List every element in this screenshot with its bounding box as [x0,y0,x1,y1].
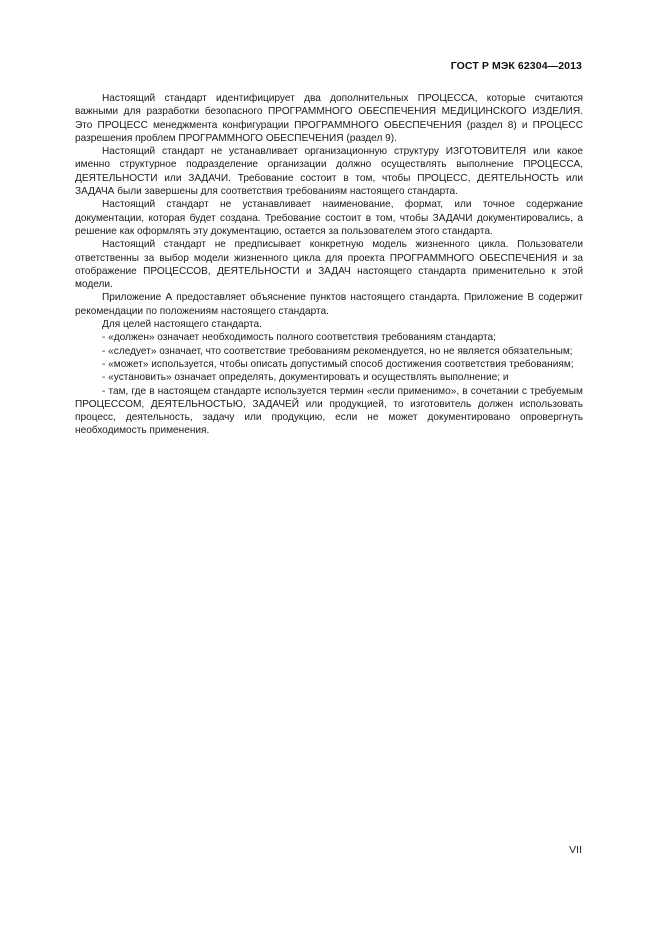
list-item-should: - «следует» означает, что соответствие требованиям рекомендуется, но не является обязательным; [102,345,573,357]
list-item-establish: - «установить» означает определять, документировать и осуществлять выполнение; и [102,372,509,384]
paragraph-additional-processes: Настоящий стандарт идентифицирует два дополнительных ПРОЦЕССА, которые считаются важными для разработки безопасного ПРОГРАММНОГО ОБЕСПЕЧЕНИЯ МЕДИЦИНСКОГО ИЗДЕЛИЯ. Это ПРОЦЕСС менеджмента конфигурации ПРОГРАММНОГО ОБЕСПЕЧЕНИЯ (раздел 8) и ПРОЦЕСС разрешения проблем ПРОГРАММНОГО ОБЕСПЕЧЕНИЯ (раздел 9). [75,93,583,144]
page-number: VII [569,844,582,856]
paragraph-documentation: Настоящий стандарт не устанавливает наименование, формат, или точное содержание документации, которая будет создана. Требование состоит в том, чтобы ЗАДАЧИ документировались, а решение как оформлять эту документацию, остается за пользователем этого стандарта. [75,199,583,237]
list-item-shall: - «должен» означает необходимость полного соответствия требованиям стандарта; [102,332,496,344]
document-body [75,92,583,438]
list-item-may: - «может» используется, чтобы описать допустимый способ достижения соответствия требованиям; [102,358,574,370]
paragraph-definitions-intro: Для целей настоящего стандарта. [102,319,262,331]
paragraph-annexes: Приложение А предоставляет объяснение пунктов настоящего стандарта. Приложение В содержит рекомендации по положениям настоящего стандарта. [75,292,583,317]
document-header: ГОСТ Р МЭК 62304—2013 [450,60,582,72]
paragraph-lifecycle-model: Настоящий стандарт не предписывает конкретную модель жизненного цикла. Пользователи ответственны за выбор модели жизненного цикла для проекта ПРОГРАММНОГО ОБЕСПЕЧЕНИЯ и за отображение ПРОЦЕССОВ, ДЕЯТЕЛЬНОСТИ и ЗАДАЧ настоящего стандарта применительно к этой модели. [75,239,583,291]
list-item-if-applicable: - там, где в настоящем стандарте используется термин «если применимо», в сочетании с требуемым ПРОЦЕССОМ, ДЕЯТЕЛЬНОСТЬЮ, ЗАДАЧЕЙ или продукцией, то изготовитель должен использовать процесс, деятельность, задачу или продукцию, если не может документировано опровергнуть необходимость применения. [75,385,583,437]
paragraph-organizational-structure: Настоящий стандарт не устанавливает организационную структуру ИЗГОТОВИТЕЛЯ или какое именно структурное подразделение организации должно осуществлять выполнение ПРОЦЕССА, ДЕЯТЕЛЬНОСТИ или ЗАДАЧИ. Требование состоит в том, чтобы ПРОЦЕСС, ДЕЯТЕЛЬНОСТЬ или ЗАДАЧА были завершены для соответствия требованиям настоящего стандарта. [75,146,583,198]
